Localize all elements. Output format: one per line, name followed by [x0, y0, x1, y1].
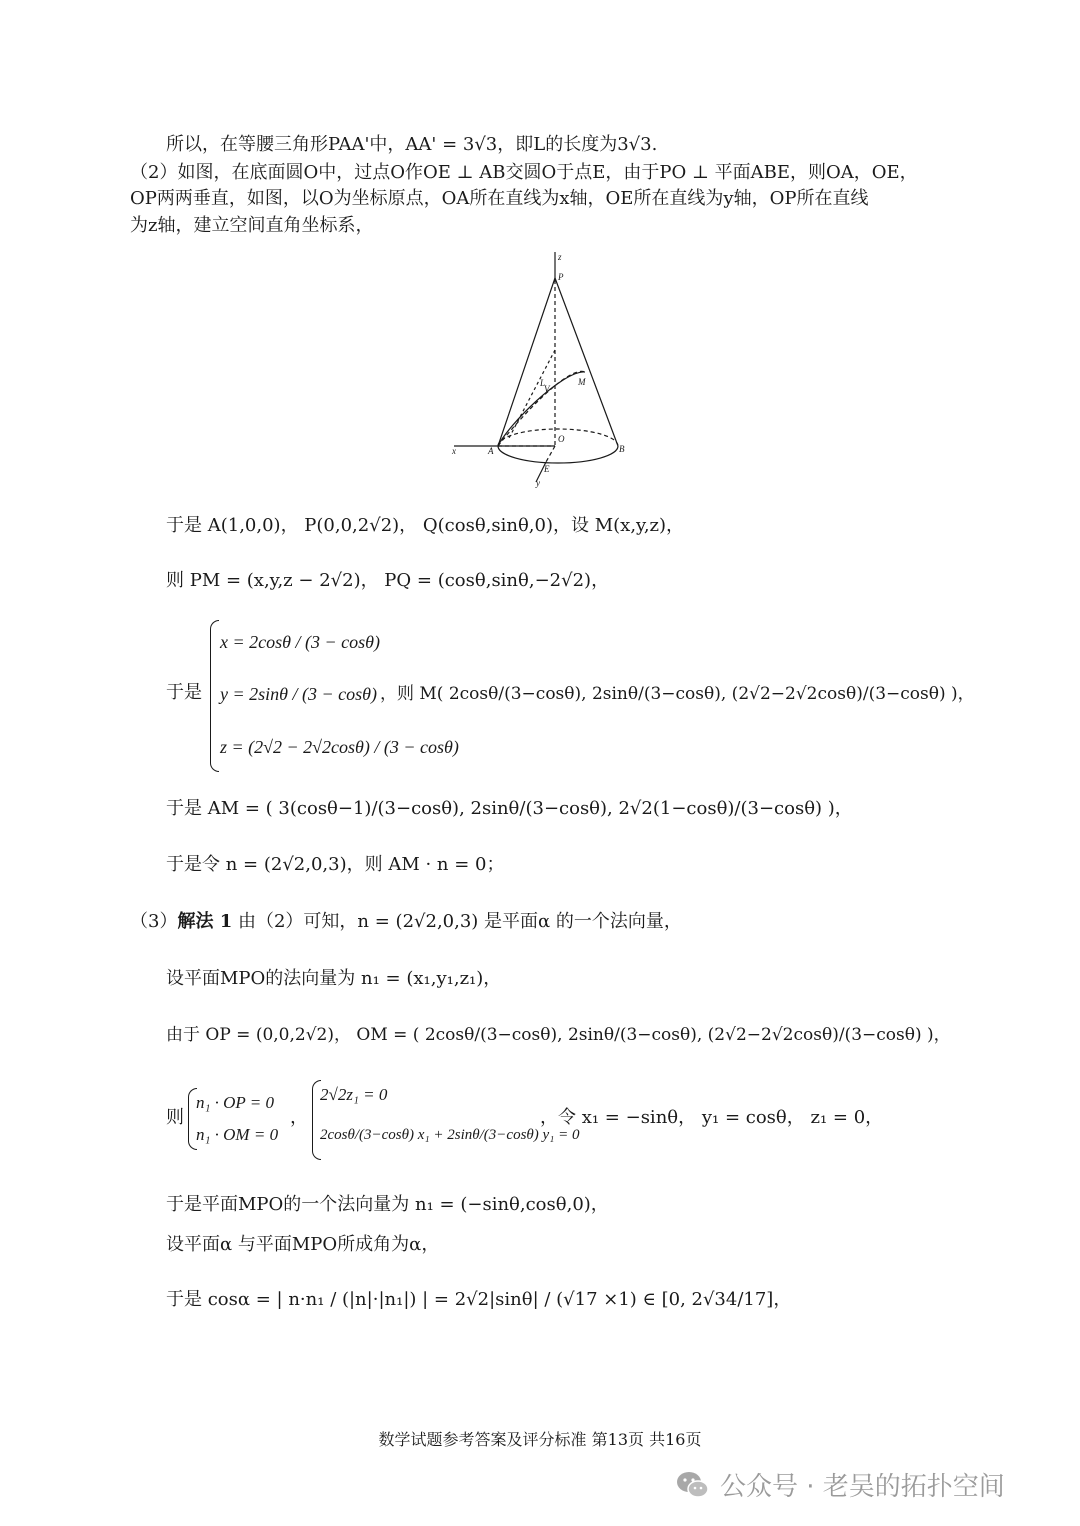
label-e: E	[544, 464, 550, 474]
label-v: V	[544, 384, 550, 394]
system-eq-z: z = (2√2 − 2√2cosθ) / (3 − cosθ)	[220, 737, 459, 757]
text-line-9: 于是令 n = (2√2,0,3)，则 AM · n = 0；	[166, 854, 505, 875]
system3-eq-2: 2cosθ/(3−cosθ) x₁ + 2sinθ/(3−cosθ) y₁ = 0	[320, 1127, 580, 1143]
system2-eq-1: n₁ · OP = 0	[196, 1093, 274, 1112]
label-x: x	[452, 446, 456, 456]
label-l: L	[540, 378, 546, 388]
text-line-7-then: ，则 M( 2cosθ/(3−cosθ), 2sinθ/(3−cosθ), (2√2−2√2cosθ)/(3−cosθ) )，	[380, 684, 975, 704]
watermark-text: 公众号 · 老吴的拓扑空间	[720, 1472, 1005, 1502]
text-line-2: （2）如图，在底面圆O中，过点O作OE ⊥ AB交圆O于点E，由于PO ⊥ 平面ABE，则OA，OE，	[130, 162, 918, 183]
system-eq-x: x = 2cosθ / (3 − cosθ)	[220, 632, 380, 652]
cone-figure	[448, 250, 638, 490]
label-m: M	[578, 377, 586, 387]
text-line-4: 为z轴，建立空间直角坐标系，	[130, 215, 374, 236]
comma: ，	[290, 1107, 308, 1128]
text-line-10	[130, 909, 682, 935]
text-line-5: 于是 A(1,0,0)， P(0,0,2√2)， Q(cosθ,sinθ,0)，设 M(x,y,z)，	[166, 515, 685, 536]
text-line-11: 设平面MPO的法向量为 n₁ = (x₁,y₁,z₁)，	[166, 968, 502, 989]
system-brace	[210, 620, 219, 772]
text-line-10-body: 由（2）可知，n = (2√2,0,3) 是平面α 的一个法向量，	[232, 911, 682, 932]
system3-eq-1: 2√2z₁ = 0	[320, 1085, 388, 1104]
text-line-8: 于是 AM = ( 3(cosθ−1)/(3−cosθ), 2sinθ/(3−cosθ), 2√2(1−cosθ)/(3−cosθ) )，	[166, 798, 853, 819]
method-label: 解法 1	[177, 911, 233, 932]
text-line-1: 所以，在等腰三角形PAA'中，AA' = 3√3，即L的长度为3√3.	[166, 134, 658, 155]
label-b: B	[619, 444, 625, 454]
label-z: z	[558, 252, 562, 262]
wechat-icon	[676, 1470, 710, 1500]
system2-eq-2: n₁ · OM = 0	[196, 1125, 279, 1144]
label-p: P	[558, 272, 564, 282]
page-footer: 数学试题参考答案及评分标准 第13页 共16页	[378, 1430, 702, 1449]
text-line-12: 由于 OP = (0,0,2√2)， OM = ( 2cosθ/(3−cosθ), 2sinθ/(3−cosθ), (2√2−2√2cosθ)/(3−cosθ) )，	[166, 1025, 951, 1045]
text-line-6: 则 PM = (x,y,z − 2√2)， PQ = (cosθ,sinθ,−2√2)，	[166, 570, 610, 591]
text-line-13-prefix: 则	[166, 1107, 184, 1128]
label-o: O	[558, 434, 565, 444]
text-line-14: 于是平面MPO的一个法向量为 n₁ = (−sinθ,cosθ,0)，	[166, 1194, 609, 1215]
text-line-7-prefix: 于是	[166, 682, 202, 703]
text-line-13-body: ，令 x₁ = −sinθ， y₁ = cosθ， z₁ = 0，	[540, 1107, 884, 1128]
label-y: y	[536, 478, 540, 488]
part-label: （3）	[130, 911, 178, 932]
label-a: A	[488, 446, 494, 456]
text-line-16: 于是 cosα = | n·n₁ / (|n|·|n₁|) | = 2√2|sinθ| / (√17 ×1) ∈ [0, 2√34/17]，	[166, 1289, 792, 1310]
text-line-3: OP两两垂直，如图，以O为坐标原点，OA所在直线为x轴，OE所在直线为y轴，OP所在直线	[130, 188, 869, 209]
watermark	[676, 1466, 1005, 1503]
system-eq-y: y = 2sinθ / (3 − cosθ)	[220, 684, 377, 704]
text-line-15: 设平面α 与平面MPO所成角为α，	[166, 1234, 440, 1255]
